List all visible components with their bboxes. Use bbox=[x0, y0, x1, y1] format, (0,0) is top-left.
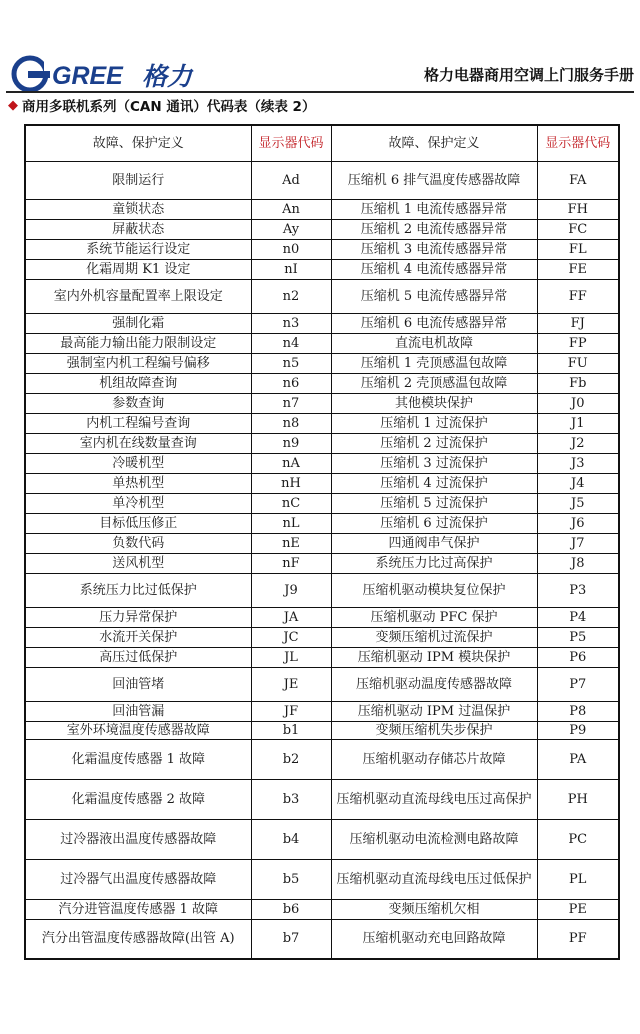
display-code-cell: b4 bbox=[251, 819, 331, 859]
fault-definition-cell: 强制室内机工程编号偏移 bbox=[25, 353, 251, 373]
fault-definition-cell: 压缩机 5 电流传感器异常 bbox=[331, 279, 537, 313]
display-code-cell: J2 bbox=[537, 433, 619, 453]
table-row bbox=[25, 453, 619, 473]
display-code-cell: Ay bbox=[251, 219, 331, 239]
fault-definition-cell: 机组故障查询 bbox=[25, 373, 251, 393]
table-row bbox=[25, 219, 619, 239]
fault-definition-cell: 化霜温度传感器 1 故障 bbox=[25, 739, 251, 779]
display-code-cell: JE bbox=[251, 667, 331, 701]
display-code-cell: JL bbox=[251, 647, 331, 667]
table-row bbox=[25, 573, 619, 607]
fault-definition-cell: 过冷器液出温度传感器故障 bbox=[25, 819, 251, 859]
display-code-cell: JA bbox=[251, 607, 331, 627]
fault-definition-cell: 负数代码 bbox=[25, 533, 251, 553]
display-code-cell: FP bbox=[537, 333, 619, 353]
fault-definition-cell: 汽分出管温度传感器故障(出管 A) bbox=[25, 919, 251, 959]
display-code-cell: P7 bbox=[537, 667, 619, 701]
fault-definition-cell: 室外环境温度传感器故障 bbox=[25, 721, 251, 739]
display-code-cell: n6 bbox=[251, 373, 331, 393]
fault-definition-cell: 回油管漏 bbox=[25, 701, 251, 721]
fault-definition-cell: 压缩机 6 排气温度传感器故障 bbox=[331, 161, 537, 199]
fault-definition-cell: 目标低压修正 bbox=[25, 513, 251, 533]
fault-definition-cell: 压缩机驱动温度传感器故障 bbox=[331, 667, 537, 701]
display-code-cell: J8 bbox=[537, 553, 619, 573]
display-code-cell: J0 bbox=[537, 393, 619, 413]
fault-definition-cell: 压缩机驱动直流母线电压过高保护 bbox=[331, 779, 537, 819]
display-code-cell: FJ bbox=[537, 313, 619, 333]
fault-definition-cell: 冷暖机型 bbox=[25, 453, 251, 473]
section-title-text: 商用多联机系列（CAN 通讯）代码表（续表 2） bbox=[22, 99, 316, 115]
table-row bbox=[25, 919, 619, 959]
display-code-cell: FC bbox=[537, 219, 619, 239]
table-header-row bbox=[25, 125, 619, 161]
display-code-cell: PF bbox=[537, 919, 619, 959]
fault-definition-cell: 限制运行 bbox=[25, 161, 251, 199]
fault-definition-cell: 单热机型 bbox=[25, 473, 251, 493]
table-row bbox=[25, 627, 619, 647]
display-code-cell: b3 bbox=[251, 779, 331, 819]
fault-definition-cell: 压缩机驱动直流母线电压过低保护 bbox=[331, 859, 537, 899]
fault-definition-cell: 压缩机驱动模块复位保护 bbox=[331, 573, 537, 607]
display-code-cell: P5 bbox=[537, 627, 619, 647]
display-code-cell: b7 bbox=[251, 919, 331, 959]
table-row bbox=[25, 513, 619, 533]
fault-definition-cell: 童锁状态 bbox=[25, 199, 251, 219]
fault-definition-cell: 压缩机 2 过流保护 bbox=[331, 433, 537, 453]
fault-definition-cell: 变频压缩机过流保护 bbox=[331, 627, 537, 647]
fault-definition-cell: 压缩机 1 过流保护 bbox=[331, 413, 537, 433]
fault-definition-cell: 直流电机故障 bbox=[331, 333, 537, 353]
fault-definition-cell: 内机工程编号查询 bbox=[25, 413, 251, 433]
display-code-cell: J3 bbox=[537, 453, 619, 473]
fault-definition-cell: 汽分进管温度传感器 1 故障 bbox=[25, 899, 251, 919]
display-code-cell: PE bbox=[537, 899, 619, 919]
fault-definition-cell: 压缩机 2 壳顶感温包故障 bbox=[331, 373, 537, 393]
display-code-cell: b6 bbox=[251, 899, 331, 919]
display-code-cell: n5 bbox=[251, 353, 331, 373]
fault-definition-cell: 回油管堵 bbox=[25, 667, 251, 701]
display-code-cell: n4 bbox=[251, 333, 331, 353]
table-row bbox=[25, 373, 619, 393]
table-row bbox=[25, 333, 619, 353]
table-row bbox=[25, 239, 619, 259]
manual-title: 格力电器商用空调上门服务手册 bbox=[423, 66, 634, 84]
display-code-cell: PH bbox=[537, 779, 619, 819]
header-code-left: 显示器代码 bbox=[251, 125, 331, 161]
fault-definition-cell: 压缩机驱动电流检测电路故障 bbox=[331, 819, 537, 859]
fault-definition-cell: 压缩机 4 电流传感器异常 bbox=[331, 259, 537, 279]
fault-definition-cell: 过冷器气出温度传感器故障 bbox=[25, 859, 251, 899]
display-code-cell: nC bbox=[251, 493, 331, 513]
display-code-cell: nH bbox=[251, 473, 331, 493]
table-row bbox=[25, 199, 619, 219]
logo-wordmark: GREE bbox=[52, 62, 123, 90]
display-code-cell: Ad bbox=[251, 161, 331, 199]
display-code-cell: P9 bbox=[537, 721, 619, 739]
display-code-cell: JF bbox=[251, 701, 331, 721]
fault-definition-cell: 强制化霜 bbox=[25, 313, 251, 333]
fault-definition-cell: 最高能力输出能力限制设定 bbox=[25, 333, 251, 353]
display-code-cell: nE bbox=[251, 533, 331, 553]
display-code-cell: n7 bbox=[251, 393, 331, 413]
fault-definition-cell: 系统压力比过高保护 bbox=[331, 553, 537, 573]
display-code-cell: J9 bbox=[251, 573, 331, 607]
fault-definition-cell: 压缩机驱动充电回路故障 bbox=[331, 919, 537, 959]
display-code-cell: b1 bbox=[251, 721, 331, 739]
display-code-cell: n3 bbox=[251, 313, 331, 333]
section-title bbox=[8, 95, 315, 115]
fault-definition-cell: 系统节能运行设定 bbox=[25, 239, 251, 259]
display-code-cell: An bbox=[251, 199, 331, 219]
code-table bbox=[24, 124, 620, 960]
display-code-cell: n0 bbox=[251, 239, 331, 259]
fault-definition-cell: 化霜周期 K1 设定 bbox=[25, 259, 251, 279]
display-code-cell: n9 bbox=[251, 433, 331, 453]
fault-definition-cell: 化霜温度传感器 2 故障 bbox=[25, 779, 251, 819]
table-row bbox=[25, 493, 619, 513]
fault-definition-cell: 室内机在线数量查询 bbox=[25, 433, 251, 453]
display-code-cell: J5 bbox=[537, 493, 619, 513]
table-body bbox=[25, 161, 619, 959]
table-row bbox=[25, 647, 619, 667]
table-row bbox=[25, 393, 619, 413]
table-row bbox=[25, 279, 619, 313]
fault-definition-cell: 屏蔽状态 bbox=[25, 219, 251, 239]
fault-definition-cell: 压缩机 6 电流传感器异常 bbox=[331, 313, 537, 333]
fault-definition-cell: 系统压力比过低保护 bbox=[25, 573, 251, 607]
display-code-cell: FE bbox=[537, 259, 619, 279]
fault-definition-cell: 压缩机驱动 PFC 保护 bbox=[331, 607, 537, 627]
header-definition-right: 故障、保护定义 bbox=[331, 125, 537, 161]
display-code-cell: J4 bbox=[537, 473, 619, 493]
display-code-cell: Fb bbox=[537, 373, 619, 393]
display-code-cell: JC bbox=[251, 627, 331, 647]
display-code-cell: b5 bbox=[251, 859, 331, 899]
display-code-cell: nF bbox=[251, 553, 331, 573]
display-code-cell: J7 bbox=[537, 533, 619, 553]
fault-definition-cell: 压缩机驱动 IPM 模块保护 bbox=[331, 647, 537, 667]
table-row bbox=[25, 161, 619, 199]
display-code-cell: J6 bbox=[537, 513, 619, 533]
display-code-cell: FF bbox=[537, 279, 619, 313]
table-row bbox=[25, 779, 619, 819]
table-row bbox=[25, 433, 619, 453]
display-code-cell: J1 bbox=[537, 413, 619, 433]
table-row bbox=[25, 899, 619, 919]
display-code-cell: P6 bbox=[537, 647, 619, 667]
table-row bbox=[25, 701, 619, 721]
display-code-cell: P3 bbox=[537, 573, 619, 607]
table-row bbox=[25, 819, 619, 859]
display-code-cell: PL bbox=[537, 859, 619, 899]
header-divider bbox=[6, 91, 634, 93]
display-code-cell: FH bbox=[537, 199, 619, 219]
table-row bbox=[25, 667, 619, 701]
display-code-cell: FU bbox=[537, 353, 619, 373]
fault-definition-cell: 室内外机容量配置率上限设定 bbox=[25, 279, 251, 313]
logo-chinese: 格力 bbox=[142, 62, 193, 91]
display-code-cell: n8 bbox=[251, 413, 331, 433]
table-row bbox=[25, 739, 619, 779]
display-code-cell: FA bbox=[537, 161, 619, 199]
display-code-cell: PC bbox=[537, 819, 619, 859]
fault-definition-cell: 送风机型 bbox=[25, 553, 251, 573]
display-code-cell: nL bbox=[251, 513, 331, 533]
fault-definition-cell: 压缩机 1 电流传感器异常 bbox=[331, 199, 537, 219]
fault-definition-cell: 其他模块保护 bbox=[331, 393, 537, 413]
table-row bbox=[25, 473, 619, 493]
fault-definition-cell: 四通阀串气保护 bbox=[331, 533, 537, 553]
fault-definition-cell: 变频压缩机失步保护 bbox=[331, 721, 537, 739]
display-code-cell: P8 bbox=[537, 701, 619, 721]
table-row bbox=[25, 533, 619, 553]
display-code-cell: PA bbox=[537, 739, 619, 779]
fault-definition-cell: 压缩机 3 电流传感器异常 bbox=[331, 239, 537, 259]
table-row bbox=[25, 553, 619, 573]
fault-definition-cell: 单冷机型 bbox=[25, 493, 251, 513]
header-definition-left: 故障、保护定义 bbox=[25, 125, 251, 161]
display-code-cell: P4 bbox=[537, 607, 619, 627]
fault-definition-cell: 参数查询 bbox=[25, 393, 251, 413]
header-code-right: 显示器代码 bbox=[537, 125, 619, 161]
display-code-cell: nI bbox=[251, 259, 331, 279]
gree-logo bbox=[8, 52, 218, 96]
fault-definition-cell: 压缩机 1 壳顶感温包故障 bbox=[331, 353, 537, 373]
fault-definition-cell: 水流开关保护 bbox=[25, 627, 251, 647]
table-row bbox=[25, 259, 619, 279]
fault-definition-cell: 压缩机 2 电流传感器异常 bbox=[331, 219, 537, 239]
display-code-cell: n2 bbox=[251, 279, 331, 313]
fault-definition-cell: 压缩机 3 过流保护 bbox=[331, 453, 537, 473]
fault-definition-cell: 压缩机 4 过流保护 bbox=[331, 473, 537, 493]
table-row bbox=[25, 353, 619, 373]
table-row bbox=[25, 607, 619, 627]
fault-definition-cell: 变频压缩机欠相 bbox=[331, 899, 537, 919]
fault-definition-cell: 高压过低保护 bbox=[25, 647, 251, 667]
fault-definition-cell: 压缩机 5 过流保护 bbox=[331, 493, 537, 513]
display-code-cell: b2 bbox=[251, 739, 331, 779]
table-row bbox=[25, 413, 619, 433]
diamond-bullet-icon: ◆ bbox=[8, 97, 18, 113]
table-row bbox=[25, 313, 619, 333]
display-code-cell: nA bbox=[251, 453, 331, 473]
table-row bbox=[25, 721, 619, 739]
fault-definition-cell: 压缩机驱动存储芯片故障 bbox=[331, 739, 537, 779]
fault-definition-cell: 压力异常保护 bbox=[25, 607, 251, 627]
fault-definition-cell: 压缩机 6 过流保护 bbox=[331, 513, 537, 533]
table-row bbox=[25, 859, 619, 899]
display-code-cell: FL bbox=[537, 239, 619, 259]
fault-definition-cell: 压缩机驱动 IPM 过温保护 bbox=[331, 701, 537, 721]
